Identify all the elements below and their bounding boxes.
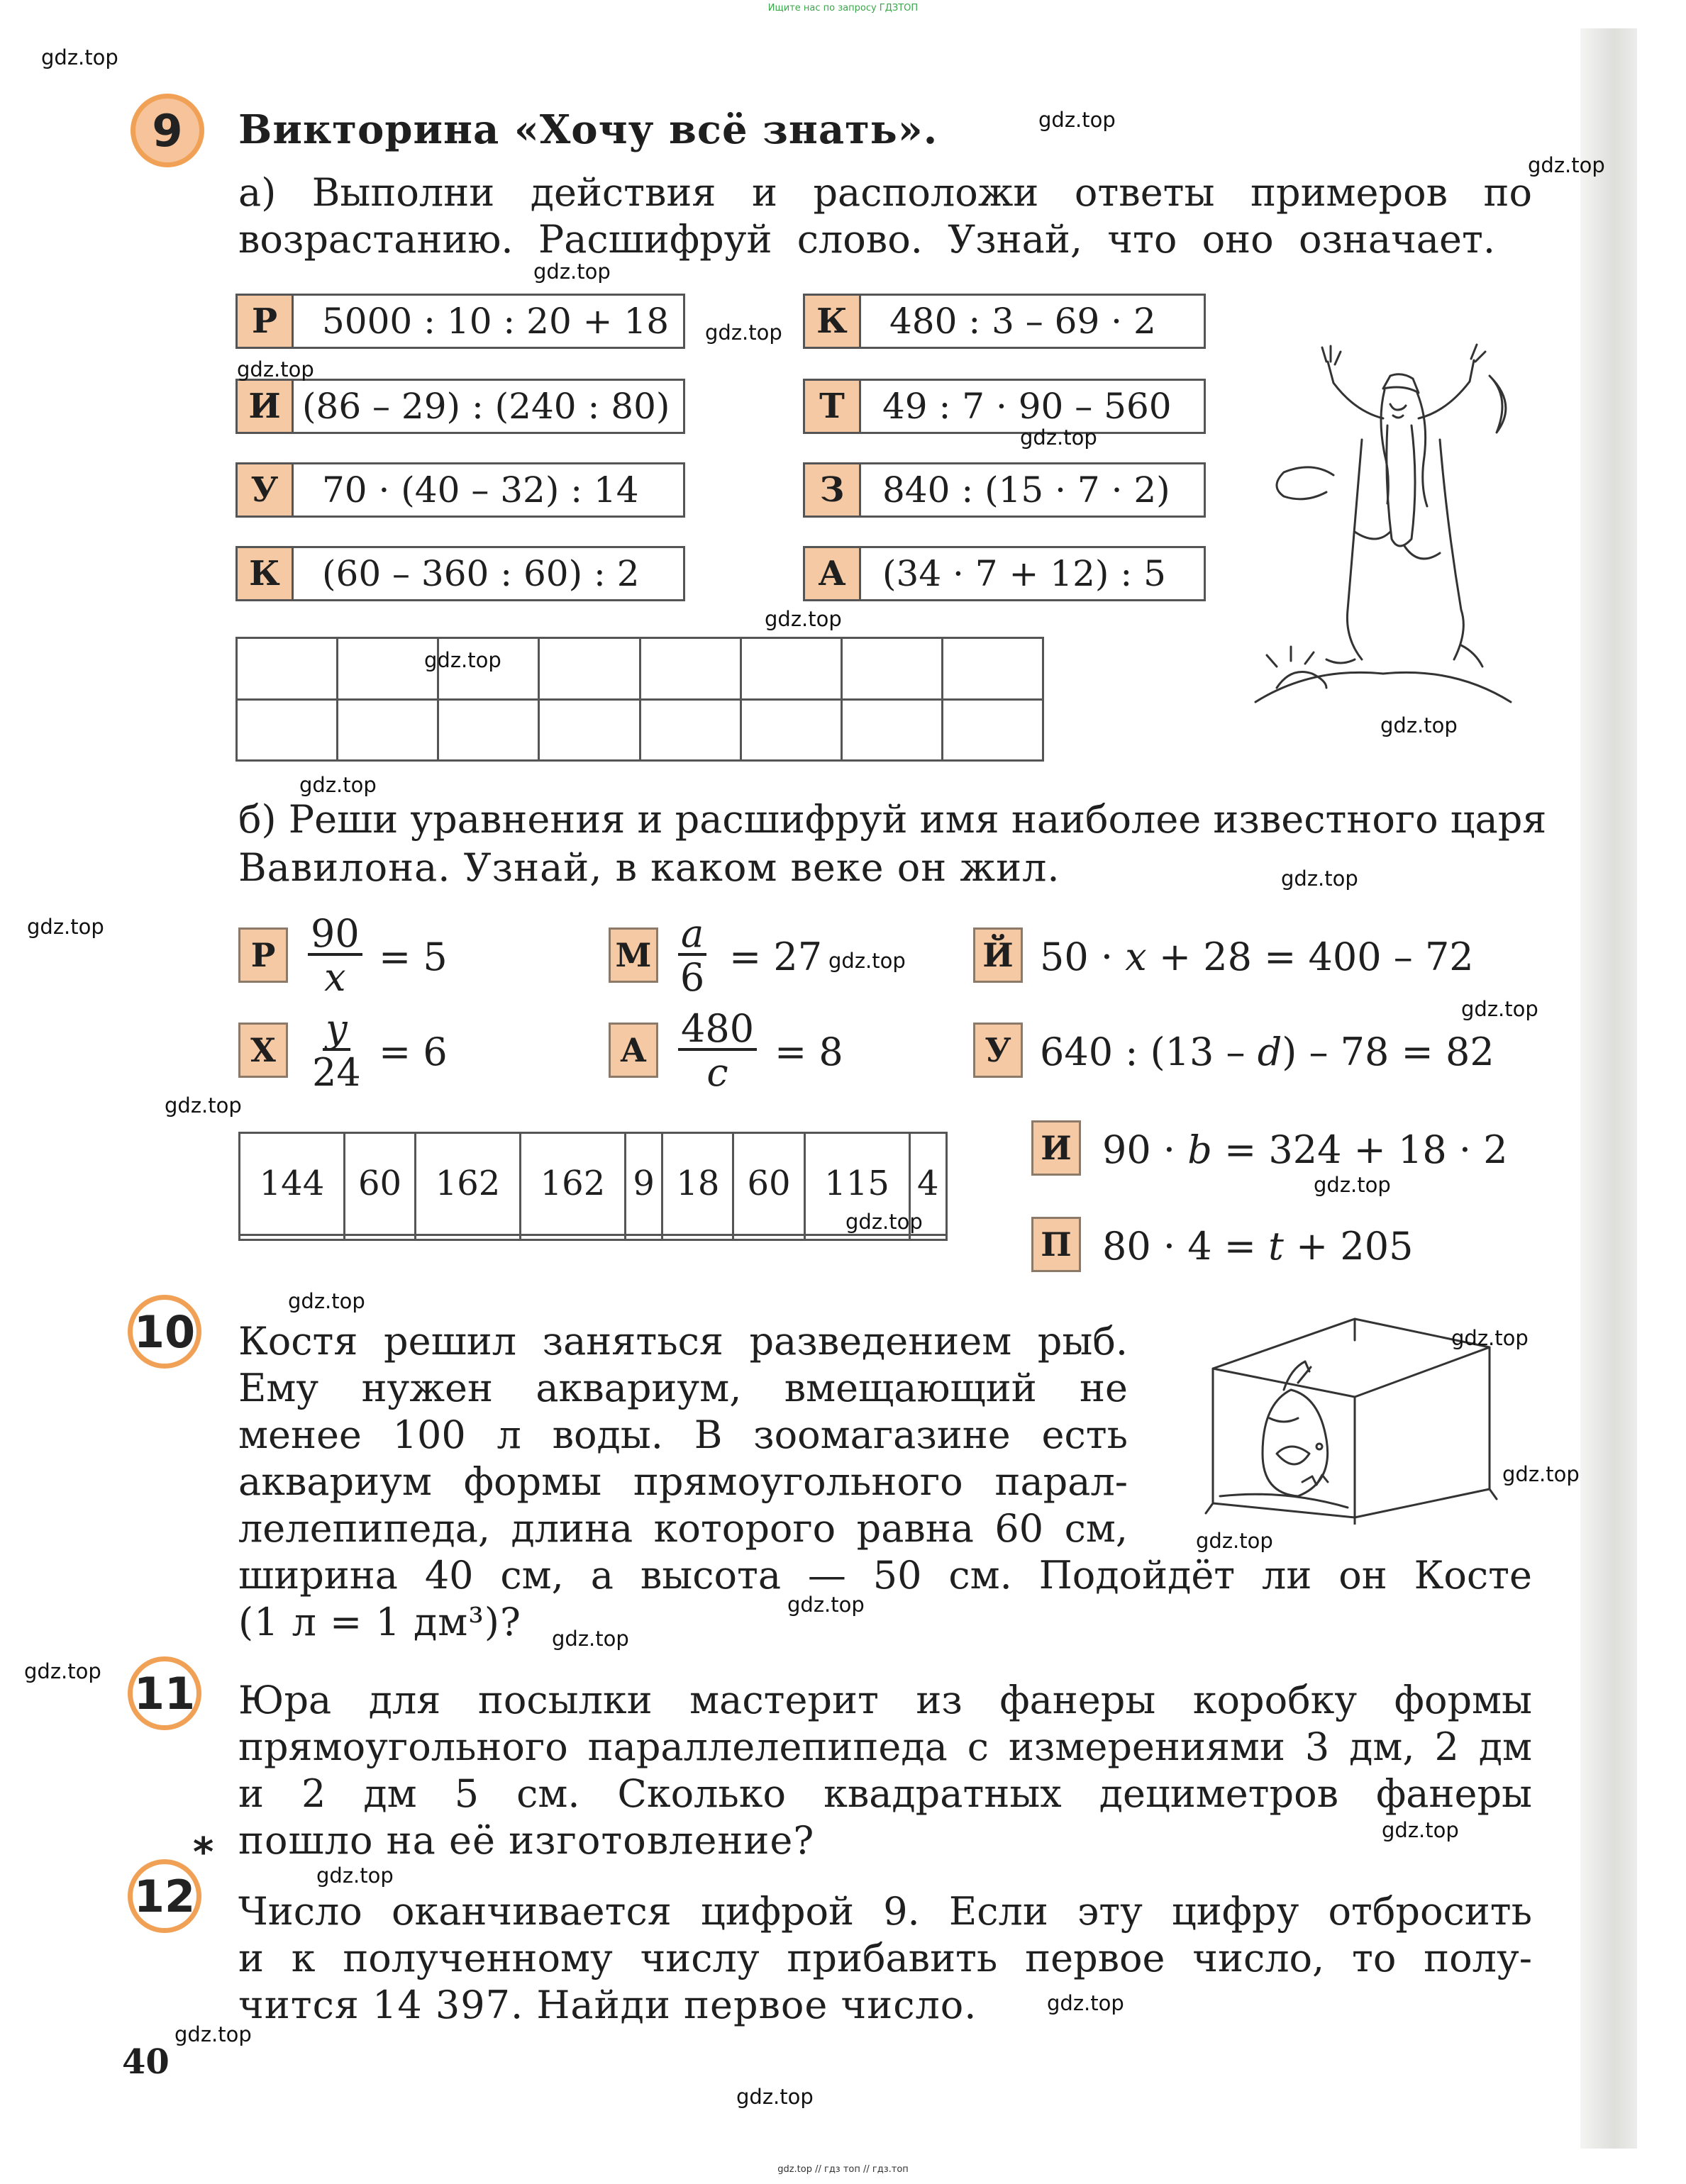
equation-lhs: 80 · 4 = (1102, 1224, 1269, 1269)
grid-cell (237, 638, 338, 700)
watermark: gdz.top (828, 949, 906, 973)
difficulty-star-icon: * (193, 1829, 214, 1876)
expression-box (803, 546, 1206, 601)
task-10-number: 10 (128, 1295, 201, 1369)
page-number: 40 (122, 2042, 170, 2082)
equation-rhs: = 6 (379, 1030, 448, 1074)
cipher-letter: К (238, 548, 294, 599)
answer-cell: 115 (804, 1133, 909, 1235)
grid-cell (841, 638, 942, 700)
equation-rhs: = 27 (729, 935, 823, 979)
footer-note: gdz.top // гдз топ // гдз.топ (777, 2164, 909, 2175)
task-10-line-1: Костя решил заняться разведением рыб. (238, 1319, 1128, 1364)
task-10-line-2: Ему нужен аквариум, вмещающий не (238, 1366, 1128, 1410)
grid-cell (640, 638, 741, 700)
answer-cell: 9 (625, 1133, 662, 1235)
cipher-letter: Р (238, 927, 288, 983)
task-10-line-7: (1 л = 1 дм³)? (238, 1600, 521, 1644)
task-11-line-2: прямоугольного параллелепипеда с измерениями 3 дм, 2 дм (238, 1725, 1532, 1769)
equation-variable: x (1125, 935, 1147, 979)
task-9b-line-2: Вавилона. Узнай, в каком веке он жил. (238, 845, 1060, 890)
watermark: gdz.top (1451, 1326, 1529, 1350)
grid-cell (741, 638, 841, 700)
fraction-numerator: 480 (678, 1010, 757, 1051)
grid-cell (539, 699, 640, 761)
watermark: gdz.top (165, 1093, 242, 1118)
answer-cell: 4 (909, 1133, 946, 1235)
grid-cell (640, 699, 741, 761)
table-row (237, 699, 1043, 761)
watermark: gdz.top (1380, 713, 1458, 737)
task-12-number: 12 (128, 1859, 201, 1933)
fraction-denominator: x (324, 955, 346, 1000)
equation-variable: b (1187, 1127, 1212, 1172)
equation-rhs: + 28 = 400 – 72 (1146, 935, 1474, 979)
expression-text: 840 : (15 · 7 · 2) (882, 469, 1170, 511)
answer-cell: 60 (733, 1133, 804, 1235)
table-row (240, 1235, 947, 1239)
watermark: gdz.top (424, 648, 501, 672)
fraction (678, 1006, 757, 1095)
task-9-title: Викторина «Хочу всё знать». (238, 106, 938, 153)
answer-cell: 162 (520, 1133, 625, 1235)
task-9a-line-2: возрастанию. Расшифруй слово. Узнай, что оно означает. (238, 217, 1495, 262)
watermark: gdz.top (533, 260, 611, 284)
answer-cell: 18 (662, 1133, 733, 1235)
fraction-denominator: c (706, 1050, 728, 1095)
table-row (237, 638, 1043, 700)
watermark: gdz.top (1314, 1173, 1391, 1197)
equation-rhs: = 8 (775, 1030, 843, 1074)
watermark: gdz.top (787, 1593, 865, 1617)
watermark: gdz.top (288, 1289, 365, 1313)
expression-box (235, 379, 685, 434)
equation-variable: t (1268, 1224, 1284, 1269)
watermark: gdz.top (1038, 108, 1116, 132)
fraction-numerator: a (678, 915, 706, 956)
expression-box (235, 294, 685, 349)
cipher-letter: И (1031, 1120, 1081, 1176)
equation-lhs: 640 : (13 – (1040, 1030, 1258, 1074)
grid-cell (240, 1235, 345, 1239)
expression-box (803, 462, 1206, 518)
equation-rhs: = 5 (379, 935, 448, 979)
task-9b-line-1: б) Реши уравнения и расшифруй имя наиболее известного царя (238, 797, 1547, 842)
watermark: gdz.top (765, 607, 842, 631)
watermark: gdz.top (845, 1210, 923, 1234)
cipher-letter: И (238, 381, 294, 432)
fraction-numerator: y (323, 1010, 350, 1051)
equation-rhs: = 324 + 18 · 2 (1211, 1127, 1508, 1172)
equation-lhs: 50 · (1040, 935, 1126, 979)
expression-box (803, 379, 1206, 434)
equation-rhs: + 205 (1283, 1224, 1414, 1269)
answer-cell: 162 (416, 1133, 521, 1235)
watermark: gdz.top (27, 915, 104, 939)
watermark: gdz.top (1461, 997, 1538, 1021)
watermark: gdz.top (299, 773, 377, 797)
task-11-line-3: и 2 дм 5 см. Сколько квадратных дециметров фанеры (238, 1771, 1532, 1816)
grid-cell (662, 1235, 733, 1239)
cipher-letter: З (805, 464, 861, 516)
expression-box (235, 462, 685, 518)
table-row (240, 1133, 947, 1235)
grid-cell (909, 1235, 946, 1239)
expression-text: 49 : 7 · 90 – 560 (882, 386, 1172, 427)
expression-text: 70 · (40 – 32) : 14 (322, 469, 639, 511)
expression-text: 5000 : 10 : 20 + 18 (322, 301, 670, 342)
cipher-letter: П (1031, 1217, 1081, 1272)
fraction (678, 911, 706, 1000)
grid-cell (942, 699, 1043, 761)
expression-box (235, 546, 685, 601)
answer-grid-a (235, 637, 1044, 762)
equation-text (1102, 1127, 1508, 1172)
equation-rhs: ) – 78 = 82 (1282, 1030, 1494, 1074)
fraction (308, 911, 362, 1000)
grid-cell (804, 1235, 909, 1239)
watermark: gdz.top (1281, 867, 1358, 891)
watermark: gdz.top (24, 1659, 101, 1683)
grid-cell (338, 638, 438, 700)
watermark: gdz.top (1020, 425, 1097, 450)
grid-cell (942, 638, 1043, 700)
cipher-letter: А (805, 548, 861, 599)
wizard-illustration (1234, 333, 1518, 723)
equation-text (1102, 1224, 1414, 1269)
task-10-line-3: менее 100 л воды. В зоомагазине есть (238, 1413, 1128, 1457)
watermark: gdz.top (705, 321, 782, 345)
task-11-number: 11 (128, 1656, 201, 1730)
task-11-line-1: Юра для посылки мастерит из фанеры коробку формы (238, 1678, 1532, 1722)
grid-cell (344, 1235, 415, 1239)
expression-text: 480 : 3 – 69 · 2 (889, 301, 1156, 342)
watermark: gdz.top (174, 2022, 252, 2046)
equation-lhs: 90 · (1102, 1127, 1188, 1172)
grid-cell (539, 638, 640, 700)
watermark: gdz.top (237, 357, 314, 381)
watermark: gdz.top (736, 2085, 814, 2109)
page-edge-shadow (1580, 28, 1637, 2149)
grid-cell (841, 699, 942, 761)
equation-text (1040, 1030, 1494, 1074)
header-note: Ищите нас по запросу ГДЗТОП (767, 3, 919, 13)
expression-text: (60 – 360 : 60) : 2 (322, 553, 640, 594)
fraction (312, 1006, 361, 1095)
cipher-letter: Р (238, 296, 294, 347)
equation-variable: d (1257, 1030, 1282, 1074)
task-12-line-2: и к полученному числу прибавить первое число, то полу- (238, 1936, 1532, 1980)
cipher-letter: Х (238, 1023, 288, 1078)
watermark: gdz.top (41, 45, 118, 69)
task-12-line-1: Число оканчивается цифрой 9. Если эту цифру отбросить (238, 1889, 1532, 1934)
watermark: gdz.top (1382, 1818, 1459, 1842)
cipher-letter: А (609, 1023, 658, 1078)
equation-text (1040, 935, 1474, 979)
grid-cell (438, 699, 539, 761)
grid-cell (338, 699, 438, 761)
watermark: gdz.top (316, 1863, 394, 1888)
task-10-line-6: ширина 40 см, а высота — 50 см. Подойдёт ли он Косте (238, 1553, 1532, 1598)
fraction-denominator: 6 (680, 955, 705, 1000)
task-11-line-4: пошло на её изготовление? (238, 1818, 815, 1863)
watermark: gdz.top (552, 1627, 629, 1651)
cipher-letter: Т (805, 381, 861, 432)
fraction-denominator: 24 (312, 1050, 361, 1095)
answer-cell: 144 (240, 1133, 345, 1235)
answer-cell: 60 (344, 1133, 415, 1235)
task-9-number: 9 (131, 94, 204, 167)
task-10-line-4: аквариум формы прямоугольного парал- (238, 1459, 1128, 1504)
grid-cell (625, 1235, 662, 1239)
watermark: gdz.top (1196, 1529, 1273, 1553)
grid-cell (416, 1235, 521, 1239)
cipher-letter: У (238, 464, 294, 516)
expression-text: (86 – 29) : (240 : 80) (302, 386, 670, 427)
fraction-numerator: 90 (308, 915, 362, 956)
expression-box (803, 294, 1206, 349)
task-12-line-3: чится 14 397. Найди первое число. (238, 1983, 977, 2027)
task-9a-line-1: а) Выполни действия и расположи ответы примеров по (238, 170, 1532, 215)
grid-cell (237, 699, 338, 761)
grid-cell (741, 699, 841, 761)
cipher-letter: К (805, 296, 861, 347)
grid-cell (520, 1235, 625, 1239)
watermark: gdz.top (1528, 153, 1605, 177)
watermark: gdz.top (1047, 1991, 1124, 2015)
grid-cell (733, 1235, 804, 1239)
expression-text: (34 · 7 + 12) : 5 (882, 553, 1166, 594)
task-10-line-5: лелепипеда, длина которого равна 60 см, (238, 1506, 1128, 1551)
cipher-letter: У (973, 1023, 1023, 1078)
watermark: gdz.top (1502, 1462, 1580, 1486)
cipher-letter: Й (973, 927, 1023, 983)
cipher-letter: М (609, 927, 658, 983)
answer-grid-b (238, 1132, 948, 1241)
